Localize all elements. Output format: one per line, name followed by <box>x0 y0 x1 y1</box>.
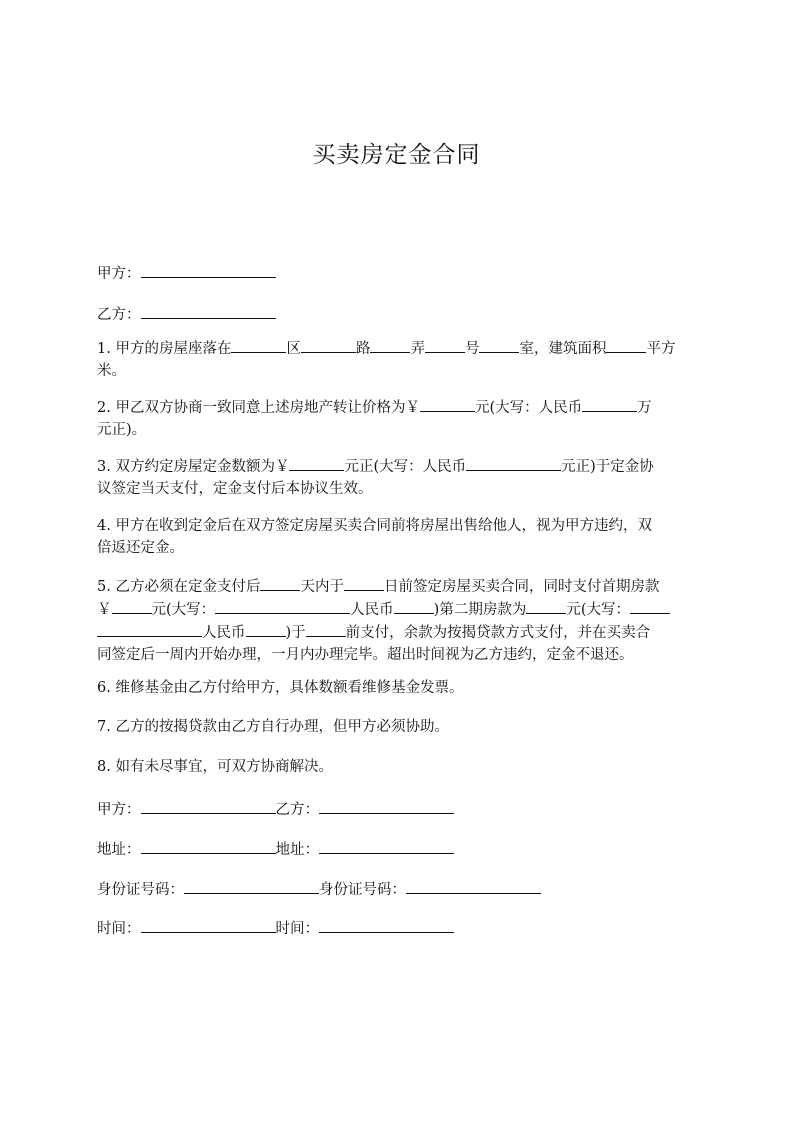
clause-4: 4. 甲方在收到定金后在双方签定房屋买卖合同前将房屋出售给他人，视为甲方违约，双 倍返还定金。 <box>97 518 652 556</box>
price-blank[interactable] <box>420 396 475 412</box>
id-b-blank[interactable] <box>406 878 541 894</box>
second-payment-words-blank[interactable] <box>630 598 670 614</box>
address-a-blank[interactable] <box>141 838 276 854</box>
id-a-blank[interactable] <box>184 878 319 894</box>
number-blank[interactable] <box>425 337 465 353</box>
sign-time-line: 时间： 时间： <box>97 917 454 940</box>
price-words-blank[interactable] <box>582 396 637 412</box>
second-payment-words-blank-2[interactable] <box>97 621 202 637</box>
clause-3: 3. 双方约定房屋定金数额为￥ 元正(大写：人民币 元正)于定金协 议签定当天支付，定金支付后本协议生效。 <box>97 455 707 500</box>
road-blank[interactable] <box>301 337 356 353</box>
party-a-blank[interactable] <box>141 262 276 278</box>
second-payment-rmb-blank[interactable] <box>246 621 286 637</box>
second-payment-blank[interactable] <box>526 598 566 614</box>
first-payment-words-blank[interactable] <box>215 598 350 614</box>
clause-8: 8. 如有未尽事宜，可双方协商解决。 <box>97 759 333 775</box>
room-blank[interactable] <box>479 337 519 353</box>
address-b-blank[interactable] <box>319 838 454 854</box>
sign-id-line: 身份证号码： 身份证号码： <box>97 878 541 901</box>
clause-6: 6. 维修基金由乙方付给甲方，具体数额看维修基金发票。 <box>97 680 464 696</box>
first-payment-blank[interactable] <box>112 598 152 614</box>
party-b-blank[interactable] <box>141 303 276 319</box>
party-b-label: 乙方： <box>97 307 141 323</box>
second-payment-date-blank[interactable] <box>306 621 346 637</box>
area-blank[interactable] <box>606 337 646 353</box>
clause-1: 1. 甲方的房屋座落在 区 路 弄 号 室，建筑面积 平方 米。 <box>97 337 707 382</box>
clause-2: 2. 甲乙双方协商一致同意上述房地产转让价格为￥ 元(大写：人民币 万 元正)。 <box>97 396 707 441</box>
time-b-blank[interactable] <box>319 917 454 933</box>
sign-address-line: 地址： 地址： <box>97 838 454 861</box>
lane-blank[interactable] <box>370 337 410 353</box>
sign-party-b-blank[interactable] <box>319 798 454 814</box>
party-b-line <box>97 303 276 326</box>
sign-party-a-blank[interactable] <box>141 798 276 814</box>
time-a-blank[interactable] <box>141 917 276 933</box>
party-a-label: 甲方： <box>97 266 141 282</box>
deposit-words-blank[interactable] <box>466 455 561 471</box>
clause-5: 5. 乙方必须在定金支付后 天内于 日前签定房屋买卖合同，同时支付首期房款 ￥ 元(大写： 人民币 )第二期房款为 元(大写： 人民币 )于 前支付，余款为按揭贷款方式支付，并在买卖合 同签定后一周内开始办理，一月内办理完毕。超出时间视为乙方违约，定金不退还。 <box>97 575 707 666</box>
days-blank[interactable] <box>260 575 300 591</box>
party-a-line <box>97 262 276 285</box>
first-payment-rmb-blank[interactable] <box>394 598 434 614</box>
clause-7: 7. 乙方的按揭贷款由乙方自行办理，但甲方必须协助。 <box>97 719 449 735</box>
date-blank[interactable] <box>344 575 384 591</box>
sign-party-line: 甲方： 乙方： <box>97 798 454 821</box>
document-title: 买卖房定金合同 <box>312 142 481 168</box>
district-blank[interactable] <box>231 337 286 353</box>
deposit-blank[interactable] <box>289 455 344 471</box>
